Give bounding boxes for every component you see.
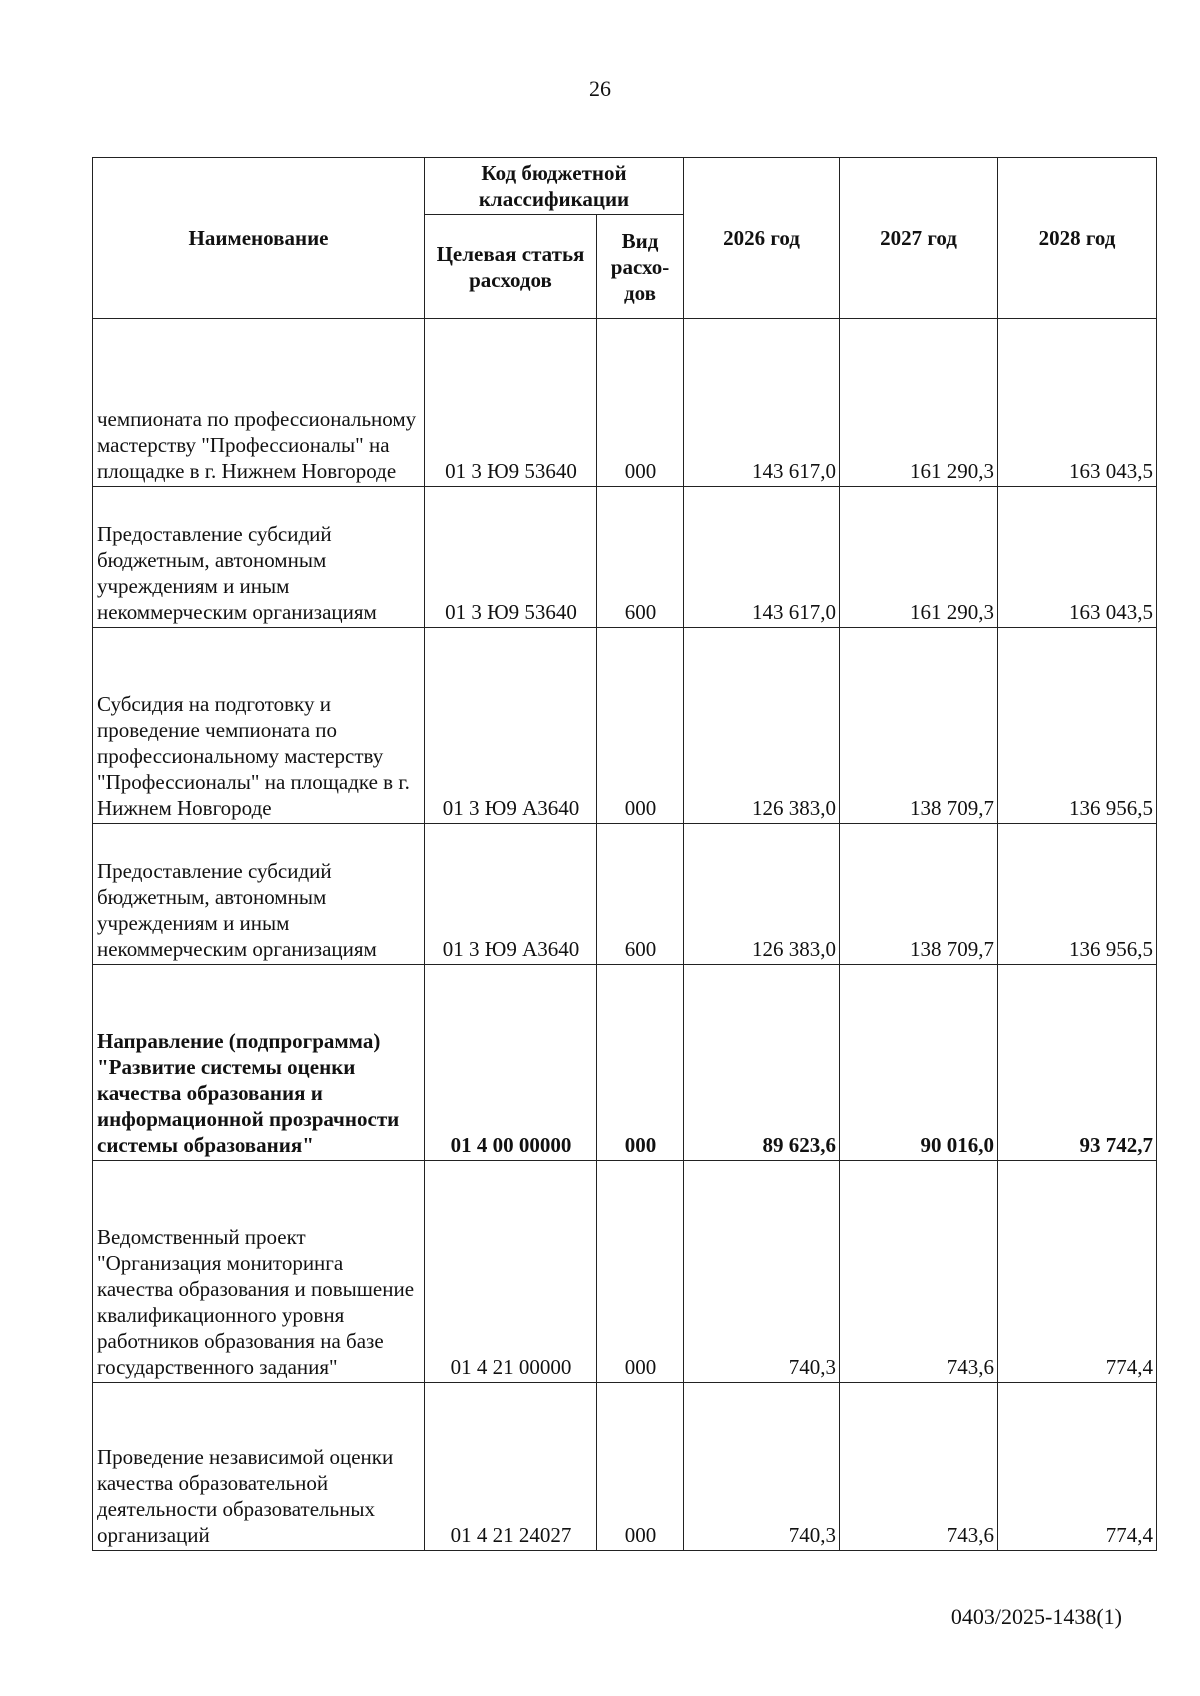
row-expense-kind: 600: [597, 487, 684, 628]
row-name: чемпионата по профессиональному мастерству "Профессионалы" на площадке в г. Нижнем Новгороде: [93, 319, 425, 487]
row-value-2028: 93 742,7: [998, 965, 1157, 1161]
row-name: Предоставление субсидий бюджетным, автономным учреждениям и иным некоммерческим организациям: [93, 824, 425, 965]
table-row-section: [93, 965, 1157, 1161]
table-row: [93, 487, 1157, 628]
row-name: Проведение независимой оценки качества образовательной деятельности образовательных организаций: [93, 1383, 425, 1551]
row-target-article: 01 3 Ю9 53640: [425, 487, 597, 628]
header-year-2028: 2028 год: [998, 158, 1157, 319]
row-expense-kind: 000: [597, 1383, 684, 1551]
row-value-2027: 90 016,0: [840, 965, 998, 1161]
document-registration-number: 0403/2025-1438(1): [950, 1604, 1122, 1629]
page-number: 26: [589, 76, 611, 101]
row-value-2027: 161 290,3: [840, 319, 998, 487]
row-value-2026: 89 623,6: [684, 965, 840, 1161]
row-name: Предоставление субсидий бюджетным, автономным учреждениям и иным некоммерческим организациям: [93, 487, 425, 628]
row-expense-kind: 000: [597, 1161, 684, 1383]
row-value-2028: 163 043,5: [998, 487, 1157, 628]
row-expense-kind: 600: [597, 824, 684, 965]
table-body: [93, 319, 1157, 1551]
table-row: [93, 824, 1157, 965]
row-name: Субсидия на подготовку и проведение чемпионата по профессиональному мастерству "Профессионалы" на площадке в г. Нижнем Новгороде: [93, 628, 425, 824]
row-name: Ведомственный проект "Организация мониторинга качества образования и повышение квалификационного уровня работников образования на базе государственного задания": [93, 1161, 425, 1383]
table-row: [93, 319, 1157, 487]
row-value-2027: 743,6: [840, 1161, 998, 1383]
row-value-2026: 143 617,0: [684, 319, 840, 487]
row-value-2026: 740,3: [684, 1161, 840, 1383]
table-row: [93, 1383, 1157, 1551]
row-target-article: 01 3 Ю9 А3640: [425, 628, 597, 824]
header-year-2026: 2026 год: [684, 158, 840, 319]
row-value-2028: 774,4: [998, 1383, 1157, 1551]
row-expense-kind: 000: [597, 319, 684, 487]
row-value-2027: 138 709,7: [840, 824, 998, 965]
row-value-2028: 774,4: [998, 1161, 1157, 1383]
row-value-2027: 743,6: [840, 1383, 998, 1551]
row-value-2027: 138 709,7: [840, 628, 998, 824]
row-value-2028: 136 956,5: [998, 824, 1157, 965]
row-target-article: 01 3 Ю9 А3640: [425, 824, 597, 965]
header-target-article: Целевая статья расходов: [425, 215, 597, 319]
header-code-group: Код бюджетной классификации: [425, 158, 684, 215]
table-row: [93, 628, 1157, 824]
table-row: [93, 1161, 1157, 1383]
row-value-2026: 143 617,0: [684, 487, 840, 628]
row-expense-kind: 000: [597, 628, 684, 824]
row-value-2028: 136 956,5: [998, 628, 1157, 824]
row-value-2026: 126 383,0: [684, 628, 840, 824]
row-value-2027: 161 290,3: [840, 487, 998, 628]
header-name: Наименование: [93, 158, 425, 319]
row-name: Направление (подпрограмма) "Развитие системы оценки качества образования и информационной прозрачности системы образования": [93, 965, 425, 1161]
row-value-2026: 126 383,0: [684, 824, 840, 965]
row-value-2028: 163 043,5: [998, 319, 1157, 487]
table-header: [93, 158, 1157, 319]
row-target-article: 01 3 Ю9 53640: [425, 319, 597, 487]
header-year-2027: 2027 год: [840, 158, 998, 319]
row-target-article: 01 4 00 00000: [425, 965, 597, 1161]
row-target-article: 01 4 21 00000: [425, 1161, 597, 1383]
row-value-2026: 740,3: [684, 1383, 840, 1551]
row-expense-kind: 000: [597, 965, 684, 1161]
header-expense-kind: Вид расхо-дов: [597, 215, 684, 319]
budget-table: [92, 157, 1157, 1551]
row-target-article: 01 4 21 24027: [425, 1383, 597, 1551]
